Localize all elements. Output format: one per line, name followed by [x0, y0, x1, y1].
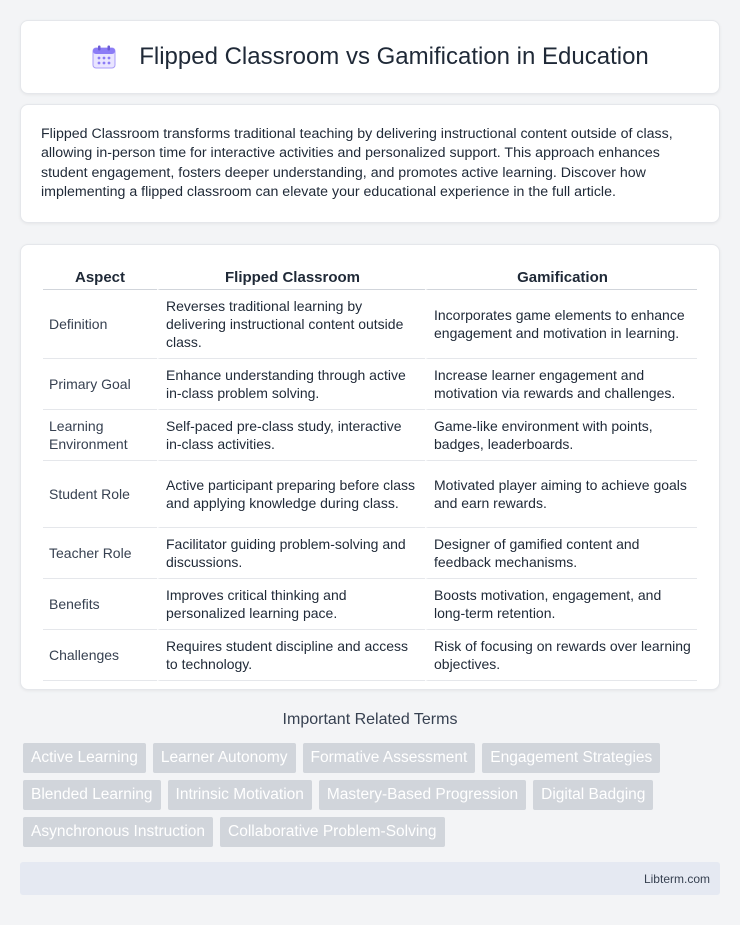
- header-flipped-classroom: Flipped Classroom: [157, 265, 425, 290]
- cell-gamification: Designer of gamified content and feedback mechanisms.: [425, 528, 697, 579]
- table-row: [43, 579, 697, 630]
- intro-text: Flipped Classroom transforms traditional teaching by delivering instructional content outside of class, allowing in-person time for interactive activities and personalized support. This approach enhances student engagement, fosters deeper understanding, and promotes active learning. Discover how implementing a flipped classroom can elevate your educational experience in the full article.: [41, 126, 673, 201]
- cell-gamification: Boosts motivation, engagement, and long-term retention.: [425, 579, 697, 630]
- cell-gamification: Increase learner engagement and motivation via rewards and challenges.: [425, 359, 697, 410]
- header-aspect: Aspect: [43, 265, 157, 290]
- tag-mastery-based-progression[interactable]: Mastery-Based Progression: [319, 780, 526, 810]
- related-terms-title: Important Related Terms: [282, 711, 458, 728]
- intro-card: [20, 104, 720, 223]
- table-header-row: [43, 265, 697, 290]
- tag-digital-badging[interactable]: Digital Badging: [533, 780, 653, 810]
- tag-intrinsic-motivation[interactable]: Intrinsic Motivation: [168, 780, 312, 810]
- cell-aspect: Benefits: [43, 579, 157, 630]
- tag-learner-autonomy[interactable]: Learner Autonomy: [153, 743, 296, 773]
- cell-aspect: Student Role: [43, 461, 157, 528]
- tag-formative-assessment[interactable]: Formative Assessment: [303, 743, 476, 773]
- cell-flipped: Self-paced pre-class study, interactive in-class activities.: [157, 410, 425, 461]
- cell-flipped: Facilitator guiding problem-solving and discussions.: [157, 528, 425, 579]
- cell-aspect: Primary Goal: [43, 359, 157, 410]
- table-row: [43, 461, 697, 528]
- footer: [20, 862, 720, 895]
- cell-flipped: Enhance understanding through active in-class problem solving.: [157, 359, 425, 410]
- cell-aspect: Teacher Role: [43, 528, 157, 579]
- comparison-table: [43, 265, 697, 681]
- page-title: Flipped Classroom vs Gamification in Education: [139, 43, 649, 70]
- table-row: [43, 410, 697, 461]
- calendar-icon: [91, 44, 117, 70]
- header-gamification: Gamification: [425, 265, 697, 290]
- cell-aspect: Definition: [43, 290, 157, 359]
- cell-gamification: Motivated player aiming to achieve goals and earn rewards.: [425, 461, 697, 528]
- table-row: [43, 359, 697, 410]
- table-row: [43, 290, 697, 359]
- tag-active-learning[interactable]: Active Learning: [23, 743, 146, 773]
- tag-row: [23, 780, 723, 810]
- cell-flipped: Reverses traditional learning by delivering instructional content outside class.: [157, 290, 425, 359]
- cell-aspect: Learning Environment: [43, 410, 157, 461]
- cell-flipped: Active participant preparing before class and applying knowledge during class.: [157, 461, 425, 528]
- table-row: [43, 528, 697, 579]
- related-terms-list: [23, 743, 723, 854]
- cell-gamification: Incorporates game elements to enhance engagement and motivation in learning.: [425, 290, 697, 359]
- header-card: [20, 20, 720, 94]
- cell-flipped: Improves critical thinking and personalized learning pace.: [157, 579, 425, 630]
- tag-blended-learning[interactable]: Blended Learning: [23, 780, 161, 810]
- tag-asynchronous-instruction[interactable]: Asynchronous Instruction: [23, 817, 213, 847]
- tag-engagement-strategies[interactable]: Engagement Strategies: [482, 743, 660, 773]
- comparison-card: [20, 244, 720, 690]
- cell-flipped: Requires student discipline and access to technology.: [157, 630, 425, 681]
- cell-gamification: Game-like environment with points, badges, leaderboards.: [425, 410, 697, 461]
- tag-row: [23, 743, 723, 773]
- tag-row: [23, 817, 723, 847]
- cell-aspect: Challenges: [43, 630, 157, 681]
- footer-link[interactable]: Libterm.com: [643, 871, 710, 886]
- tag-collaborative-problem-solving[interactable]: Collaborative Problem-Solving: [220, 817, 445, 847]
- table-row: [43, 630, 697, 681]
- cell-gamification: Risk of focusing on rewards over learning objectives.: [425, 630, 697, 681]
